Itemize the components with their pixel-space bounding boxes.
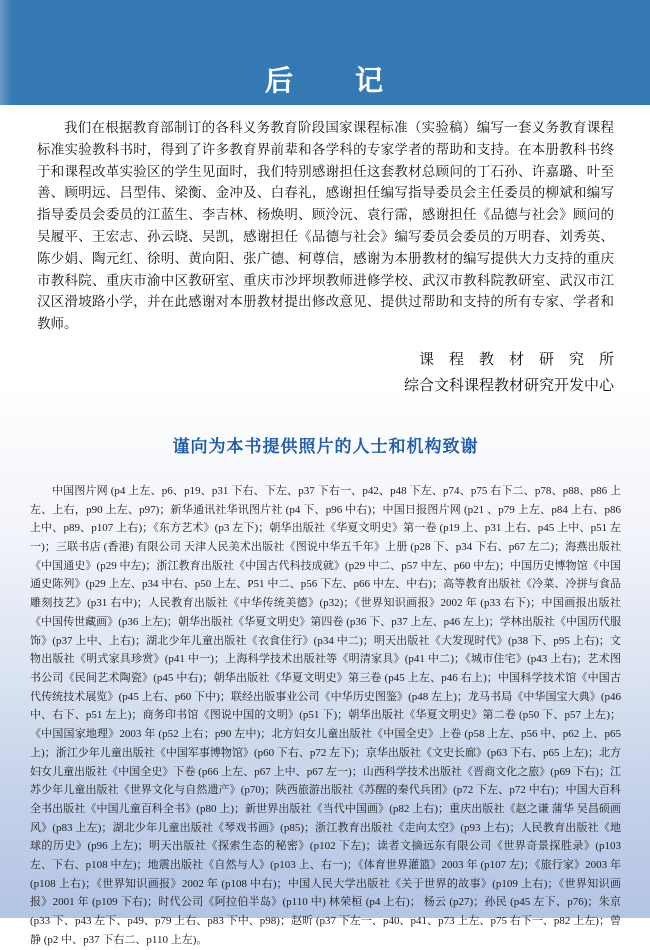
photo-credits-heading: 谨向为本书提供照片的人士和机构致谢 — [172, 436, 479, 456]
page-content — [0, 117, 650, 950]
acknowledgment-paragraph: 我们在根据教育部制订的各科义务教育阶段国家课程标准（实验稿）编写一套义务教育课程标准实验教科书时，得到了许多教育界前辈和各学科的专家学者的帮助和支持。在本册教科书终于和课程改革实验区的学生见面时，我们特别感谢担任这套教材总顾问的丁石孙、许嘉璐、叶至善、顾明远、吕型伟、梁衡、金冲及、白春礼，感谢担任编写指导委员会主任委员的柳斌和编写指导委员会委员的江蓝生、李吉林、杨焕明、顾泠沅、袁行霈，感谢担任《品德与社会》顾问的吴履平、王宏志、孙云晓、吴凯，感谢担任《品德与社会》编写委员会委员的万明春、刘秀英、陈少娟、陶元红、徐明、黄向阳、张广德、柯尊信，感谢为本册教材的编写提供大力支持的重庆市教科院、重庆市渝中区教研室、重庆市沙坪坝教师进修学校、武汉市教科院教研室、武汉市江汉区滑坡路小学，并在此感谢对本册教材提出修改意见、提供过帮助和支持的所有专家、学者和教师。 — [37, 120, 614, 332]
signature-institute-line: 课 程 教 材 研 究 所 — [418, 351, 614, 368]
signature-center-line: 综合文科课程教材研究开发中心 — [403, 377, 614, 394]
photo-credits-paragraph: 中国图片网 (p4 上左、p6、p19、p31 下右、下左、p37 下右一、p42、p48 下左、p74、p75 右下二、p78、p88、p86 上左、上右，p90 上左、p97)；新华通讯社华讯图片社 (p4 下、p96 中右)；中国日报图片网 (p21 、p79 上左、p84 上右、p86 上中、p89、p107 上右)；《东方艺术》(p3 左下)；朝华出版社《华夏文明史》第一卷 (p19 上、p31 上右、p45 上中、p51 左一)；三联书店 (香港) 有限公司 天津人民美术出版社《图说中华五千年》上册 (p28 下、p34 下右、p67 左二)；海燕出版社《中国通史》(p29 中左)；浙江教育出版社《中国古代科技成就》(p29 中二、p57 中左、p60 中左)；中国历史博物馆《中国通史陈列》(p29 上左、p34 中右、p50 上左、P51 中二、p56 下左、p66 中左、中右)；高等教育出版社《冷菜、冷拼与食品雕刻技艺》(p31 右中)；人民教育出版社《中华传统美德》(p32)；《世界知识画报》2002 年 (p33 右下)；中国画报出版社《中国传世藏画》(p36 上左)；朝华出版社《华夏文明史》第四卷 (p36 下、p37 上左、p46 左上)；学林出版社《中国历代服饰》(p37 上中、上右)；湖北少年儿童出版社《衣食住行》(p34 中二)；明天出版社《大发现时代》(p38 下、p95 上右)；文物出版社《明式家具珍赏》(p41 中一)；上海科学技术出版社等《明清家具》(p41 中二)；《城市住宅》(p43 上右)；艺术图书公司《民间艺术陶瓷》(p45 中右)；朝华出版社《华夏文明史》第三卷 (p45 上左、p46 右上)；中国科学技术馆《中国古代传统技术展览》(p45 上右、p60 下中)；联经出版事业公司《中华历史图鉴》(p48 左上)；龙马书局《中华国宝大典》(p46 中、右下、p51 左上)；商务印书馆《图说中国的文明》(p51 下)；朝华出版社《华夏文明史》第二卷 (p50 下、p57 上左)；《中国国家地理》2003 年 (p52 上右；p90 左中)；北方妇女儿童出版社《中国全史》上卷 (p58 上左、p56 中、p62 上、p65 上)；浙江少年儿童出版社《中国军事博物馆》(p60 下右、p72 左下)；京华出版社《文史长廊》(p63 下右、p65 上左)；北方妇女儿童出版社《中国全史》下卷 (p66 上左、p67 上中、p67 左一)；山西科学技术出版社《晋商文化之旅》(p69 下右)；江苏少年儿童出版社《世界文化与自然遗产》(p70)；陕西旅游出版社《苏醒的秦代兵团》(p72 下左、p72 中右)；中国大百科全书出版社《中国儿童百科全书》(p80 上)；新世界出版社《当代中国画》(p82 上右)；重庆出版社《赵之谦 蒲华 吴昌硕画风》(p83 上左)；湖北少年儿童出版社《琴戏书画》(p85)；浙江教育出版社《走向太空》(p93 上右)；人民教育出版社《地球的历史》(p96 上左)；明天出版社《探索生态的秘密》(p102 下左)；读者文摘远东有限公司《世界奇景探胜录》(p103 左、下右、p108 中左)；地震出版社《自然与人》(p103 上、右一)；《体育世界灌篮》2003 年 (p107 左)；《旅行家》2003 年 (p108 上右)；《世界知识画报》2002 年 (p108 中右)；中国人民大学出版社《关于世界的故事》(p109 上右)；《世界知识画报》2001 年 (p109 下右)；时代公司《阿拉伯半岛》(p110 中) 林荣桓 (p4 上右)； 杨云 (p27)；孙民 (p45 左下、p76)；朱京 (p33 下、p43 左下、p49、p79 上右、p83 下中、p98)；赵昕 (p37 下左一、p40、p41、p73 上左、p75 右下一、p82 上左)；曾静 (p2 中、p37 下右二、p110 上左)。 — [30, 484, 621, 946]
page-title: 后 记 — [264, 66, 385, 97]
afterword-banner — [0, 0, 650, 105]
signature-block — [37, 347, 614, 399]
